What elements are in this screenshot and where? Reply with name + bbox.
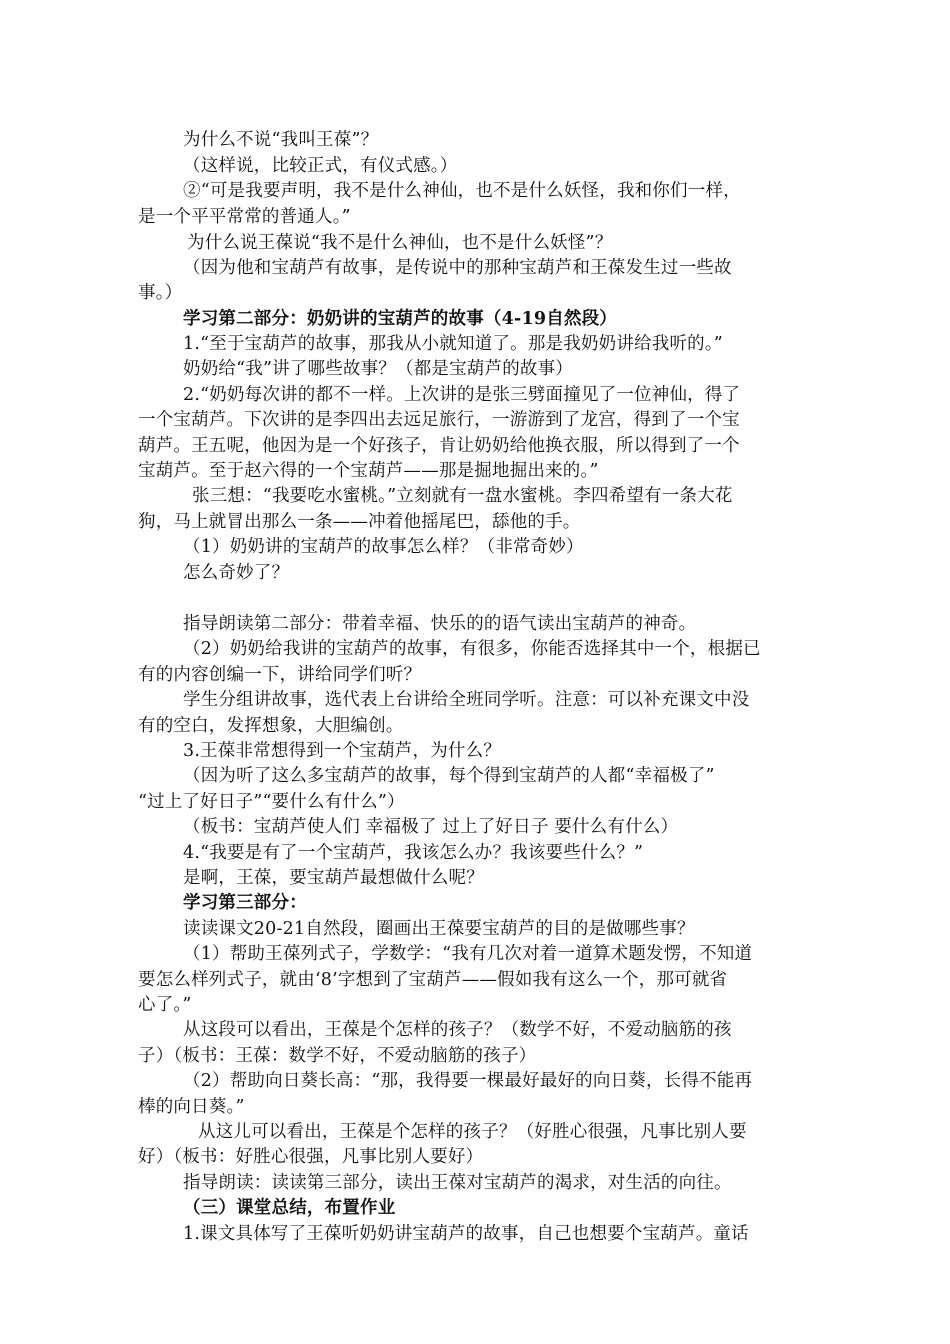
text-line: 张三想：“我要吃水蜜桃。”立刻就有一盘水蜜桃。李四希望有一条大花 [192, 486, 733, 506]
text-line: （1）奶奶讲的宝葫芦的故事怎么样？（非常奇妙） [183, 537, 584, 557]
text-line: 子）（板书：王葆：数学不好，不爱动脑筋的孩子） [138, 1046, 537, 1066]
section-heading: 学习第二部分：奶奶讲的宝葫芦的故事（4-19自然段） [183, 309, 617, 329]
text-line: 要怎么样列式子，就由‘8’字想到了宝葫芦——假如我有这么一个，那可就省 [138, 970, 728, 990]
text-line: （因为听了这么多宝葫芦的故事，每个得到宝葫芦的人都“幸福极了” [183, 766, 715, 786]
text-line: （1）帮助王葆列式子，学数学：“我有几次对着一道算术题发愣，不知道 [183, 944, 753, 964]
text-line: 指导朗读第二部分：带着幸福、快乐的的语气读出宝葫芦的神奇。 [183, 614, 697, 634]
text-line: 心了。” [138, 995, 192, 1015]
text-line: 读读课文20-21自然段，圈画出王葆要宝葫芦的目的是做哪些事？ [183, 919, 695, 939]
text-line: 棒的向日葵。” [138, 1097, 245, 1117]
text-line: 有的空白，发挥想象，大胆编创。 [138, 716, 404, 736]
text-line: 奶奶给“我”讲了哪些故事？（都是宝葫芦的故事） [183, 359, 573, 379]
text-line: 宝葫芦。至于赵六得的一个宝葫芦——那是掘地掘出来的。” [138, 461, 599, 481]
text-line: 指导朗读：读读第三部分，读出王葆对宝葫芦的渴求，对生活的向往。 [183, 1173, 732, 1193]
text-line: 为什么说王葆说“我不是什么神仙，也不是什么妖怪”？ [187, 233, 613, 253]
section-heading: （三）课堂总结，布置作业 [183, 1198, 396, 1218]
text-line: 4.“我要是有了一个宝葫芦，我该怎么办？我该要些什么？” [183, 843, 644, 863]
section-heading: 学习第三部分： [183, 893, 307, 913]
text-line: 从这段可以看出，王葆是个怎样的孩子？（数学不好，不爱动脑筋的孩 [183, 1020, 732, 1040]
text-line: “过上了好日子”“要什么有什么”） [138, 792, 405, 812]
text-line: 2.“奶奶每次讲的都不一样。上次讲的是张三劈面撞见了一位神仙，得了 [183, 385, 741, 405]
text-line: 1.课文具体写了王葆听奶奶讲宝葫芦的故事，自己也想要个宝葫芦。童话 [183, 1224, 749, 1244]
text-line: 学生分组讲故事，选代表上台讲给全班同学听。注意：可以补充课文中没 [183, 690, 750, 710]
text-line: 狗，马上就冒出那么一条——冲着他摇尾巴，舔他的手。 [138, 512, 581, 532]
text-line: 3.王葆非常想得到一个宝葫芦，为什么？ [183, 741, 501, 761]
text-line: 是啊，王葆，要宝葫芦最想做什么呢？ [183, 868, 484, 888]
text-line: 好）（板书：好胜心很强，凡事比别人要好） [138, 1147, 484, 1167]
text-line: 是一个平平常常的普通人。” [138, 207, 351, 227]
text-line: （这样说，比较正式，有仪式感。） [183, 156, 458, 176]
text-line: 有的内容创编一下，讲给同学们听？ [138, 665, 422, 685]
text-line: 一个宝葫芦。下次讲的是李四出去远足旅行，一游游到了龙宫，得到了一个宝 [138, 410, 740, 430]
text-line: 怎么奇妙了？ [183, 563, 290, 583]
text-line: ②“可是我要声明，我不是什么神仙，也不是什么妖怪，我和你们一样， [183, 181, 741, 201]
text-line: 事。） [138, 283, 183, 303]
text-line: 1.“至于宝葫芦的故事，那我从小就知道了。那是我奶奶讲给我听的。” [183, 334, 723, 354]
text-line: （2）帮助向日葵长高：“那，我得要一棵最好最好的向日葵，长得不能再 [183, 1071, 753, 1091]
text-line: 葫芦。王五呢，他因为是一个好孩子，肯让奶奶给他换衣服，所以得到了一个 [138, 436, 740, 456]
text-line: （2）奶奶给我讲的宝葫芦的故事，有很多，你能否选择其中一个，根据已 [183, 639, 761, 659]
text-line: （板书：宝葫芦使人们 幸福极了 过上了好日子 要什么有什么） [183, 817, 679, 837]
text-line: 从这儿可以看出，王葆是个怎样的孩子？（好胜心很强，凡事比别人要 [198, 1122, 747, 1142]
text-line: 为什么不说“我叫王葆”？ [183, 130, 379, 150]
text-line: （因为他和宝葫芦有故事，是传说中的那种宝葫芦和王葆发生过一些故 [183, 258, 732, 278]
